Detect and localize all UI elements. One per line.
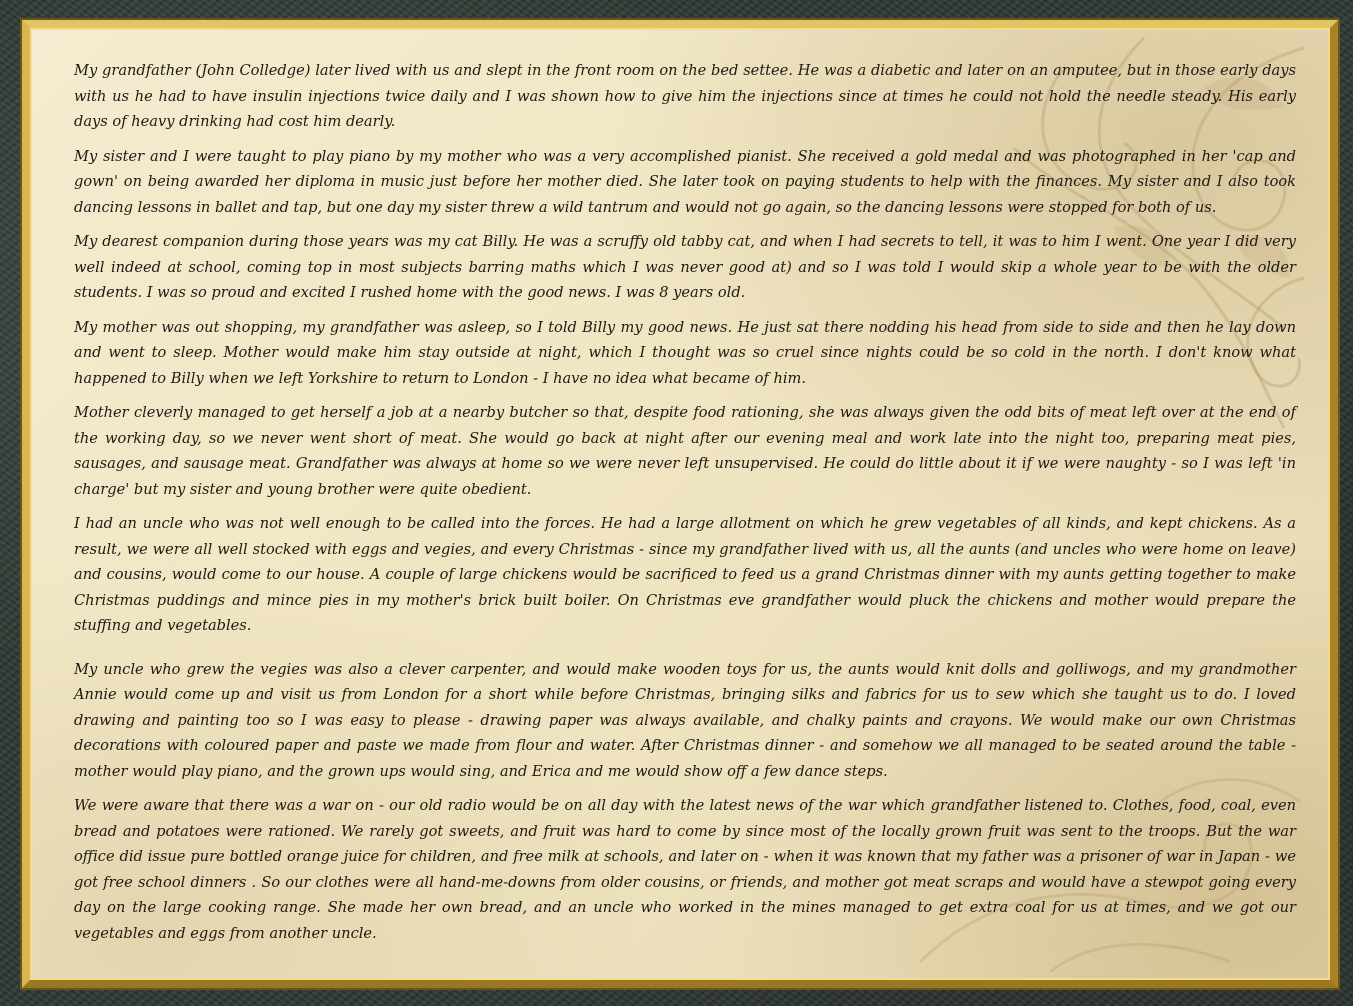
paragraph-4: My mother was out shopping, my grandfather was asleep, so I told Billy my good news. He just sat there nodding his head from side to side and then he lay down and went to sleep. Mother would make him stay outside at night, which I thought was so cruel since nights could be so cold in the north. I don't know what happened to Billy when we left Yorkshire to return to London - I have no idea what became of him. [74, 318, 1296, 387]
parchment-frame [22, 20, 1338, 988]
story-text [74, 58, 1296, 955]
paragraph-8: We were aware that there was a war on - our old radio would be on all day with the latest news of the war which grandfather listened to. Clothes, food, coal, even bread and potatoes were rationed. We rarely got sweets, and fruit was hard to come by since most of the locally grown fruit was sent to the troops. But the war office did issue pure bottled orange juice for children, and free milk at schools, and later on - when it was known that my father was a prisoner of war in Japan - we got free school dinners . So our clothes were all hand-me-downs from older cousins, or friends, and mother got meat scraps and would have a stewpot going every day on the large cooking range. She made her own bread, and an uncle who worked in the mines managed to get extra coal for us at times, and we got our vegetables and eggs from another uncle. [74, 797, 1296, 942]
paragraph-7: My uncle who grew the vegies was also a clever carpenter, and would make wooden toys for us, the aunts would knit dolls and golliwogs, and my grandmother Annie would come up and visit us from London for a short while before Christmas, bringing silks and fabrics for us to sew which she taught us to do. I loved drawing and painting too so I was easy to please - drawing paper was always available, and chalky paints and crayons. We would make our own Christmas decorations with coloured paper and paste we made from flour and water. After Christmas dinner - and somehow we all managed to be seated around the table - mother would play piano, and the grown ups would sing, and Erica and me would show off a few dance steps. [74, 660, 1296, 780]
paragraph-3: My dearest companion during those years was my cat Billy. He was a scruffy old tabby cat, and when I had secrets to tell, it was to him I went. One year I did very well indeed at school, coming top in most subjects barring maths which I was never good at) and so I was told I would skip a whole year to be with the older students. I was so proud and excited I rushed home with the good news. I was 8 years old. [74, 233, 1296, 301]
paragraph-2: My sister and I were taught to play piano by my mother who was a very accomplished pianist. She received a gold medal and was photographed in her 'cap and gown' on being awarded her diploma in music just before her mother died. She later took on paying students to help with the finances. My sister and I also took dancing lessons in ballet and tap, but one day my sister threw a wild tantrum and would not go again, so the dancing lessons were stopped for both of us. [74, 147, 1296, 216]
paragraph-6: I had an uncle who was not well enough to be called into the forces. He had a large allotment on which he grew vegetables of all kinds, and kept chickens. As a result, we were all well stocked with eggs and vegies, and every Christmas - since my grandfather lived with us, all the aunts (and uncles who were home on leave) and cousins, would come to our house. A couple of large chickens would be sacrificed to feed us a grand Christmas dinner with my aunts getting together to make Christmas puddings and mince pies in my mother's brick built boiler. On Christmas eve grandfather would pluck the chickens and mother would prepare the stuffing and vegetables. [74, 515, 1296, 634]
paragraph-1: My grandfather (John Colledge) later lived with us and slept in the front room on the bed settee. He was a diabetic and later on an amputee, but in those early days with us he had to have insulin injections twice daily and I was shown how to give him the injections since at times he could not hold the needle steady. His early days of heavy drinking had cost him dearly. [74, 62, 1296, 130]
paragraph-5: Mother cleverly managed to get herself a job at a nearby butcher so that, despite food rationing, she was always given the odd bits of meat left over at the end of the working day, so we never went short of meat. She would go back at night after our evening meal and work late into the night too, preparing meat pies, sausages, and sausage meat. Grandfather was always at home so we were never left unsupervised. He could do little about it if we were naughty - so I was left 'in charge' but my sister and young brother were quite obedient. [74, 404, 1296, 498]
